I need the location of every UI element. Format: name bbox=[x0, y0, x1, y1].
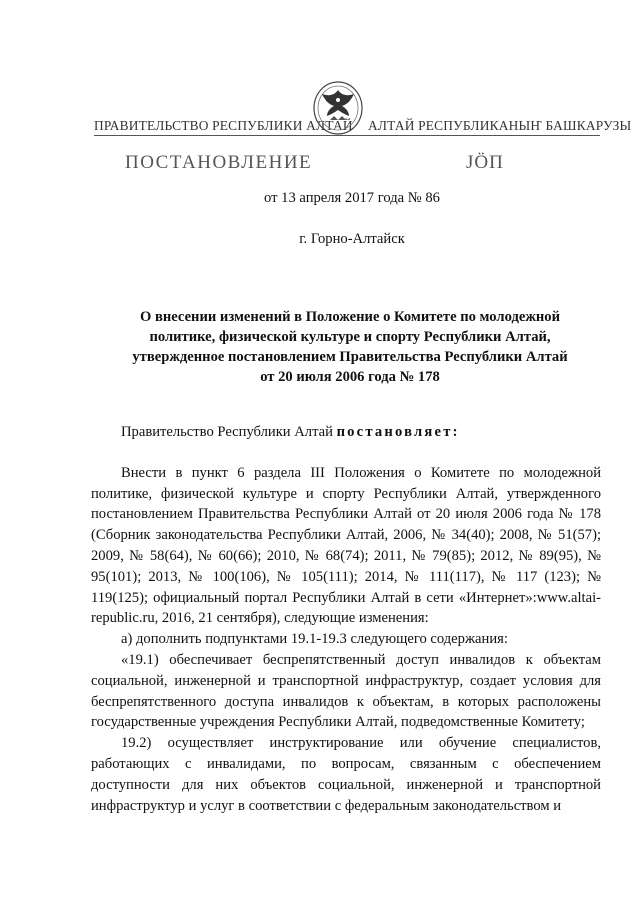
letterhead bbox=[0, 0, 640, 150]
letterhead-divider bbox=[94, 135, 600, 136]
body-paragraph: Внести в пункт 6 раздела III Положения о Комитете по молодежной политике, физической культуре и спорту Республики Алтай, утвержденного постановлением Правительства Республики Алтай от 20 июля 2006 года № 178 (Сборник законодательства Республики Алтай, 2006, № 34(40); 2008, № 51(57); 2009, № 58(64), № 60(66); 2010, № 68(74); 2011, № 79(85); 2012, № 89(95), № 95(101); 2013, № 100(106), № 105(111); 2014, № 111(117), № 117 (123); № 119(125); официальный портал Республики Алтай в сети «Интернет»:www.altai-republic.ru, 2016, 21 сентября), следующие изменения: bbox=[91, 464, 601, 627]
body-paragraph: «19.1) обеспечивает беспрепятственный доступ инвалидов к объектам социальной, инженерной и транспортной инфраструктур, создает условия для беспрепятственного доступа инвалидов к объектам, в которых расположены государственные учреждения Республики Алтай, подведомственные Комитету; bbox=[91, 651, 601, 731]
document-city: г. Горно-Алтайск bbox=[299, 231, 405, 247]
doc-type-label-altai: JӦП bbox=[466, 152, 504, 173]
body-paragraph: 19.2) осуществляет инструктирование или обучение специалистов, работающих с инвалидами, по вопросам, связанным с обеспечением доступности для них объектов социальной, инженерной и транспортной инфраструктур и услуг в соответствии с федеральным законодательством и bbox=[91, 735, 601, 814]
doc-type-label: ПОСТАНОВЛЕНИЕ bbox=[125, 152, 313, 173]
letterhead-right-text: АЛТАЙ РЕСПУБЛИКАНЫҤ БАШКАРУЗЫ bbox=[368, 118, 632, 133]
resolution-intro-text: Правительство Республики Алтай bbox=[121, 424, 337, 440]
resolution-intro bbox=[91, 422, 601, 443]
document-body bbox=[91, 422, 601, 816]
letterhead-left-text: ПРАВИТЕЛЬСТВО РЕСПУБЛИКИ АЛТАЙ bbox=[94, 118, 353, 133]
document-title-line: политике, физической культуре и спорту Республики Алтай, bbox=[149, 329, 551, 345]
document-title-line: О внесении изменений в Положение о Комитете по молодежной bbox=[139, 309, 561, 325]
document-title bbox=[100, 307, 600, 387]
body-paragraph: а) дополнить подпунктами 19.1-19.3 следующего содержания: bbox=[121, 631, 508, 648]
document-title-line: от 20 июля 2006 года № 178 bbox=[260, 369, 440, 385]
coat-of-arms-icon bbox=[310, 76, 366, 136]
document-date-number: от 13 апреля 2017 года № 86 bbox=[264, 190, 440, 206]
resolution-keyword: постановляет: bbox=[336, 424, 460, 440]
document-title-line: утвержденное постановлением Правительства Республики Алтай bbox=[132, 349, 568, 365]
